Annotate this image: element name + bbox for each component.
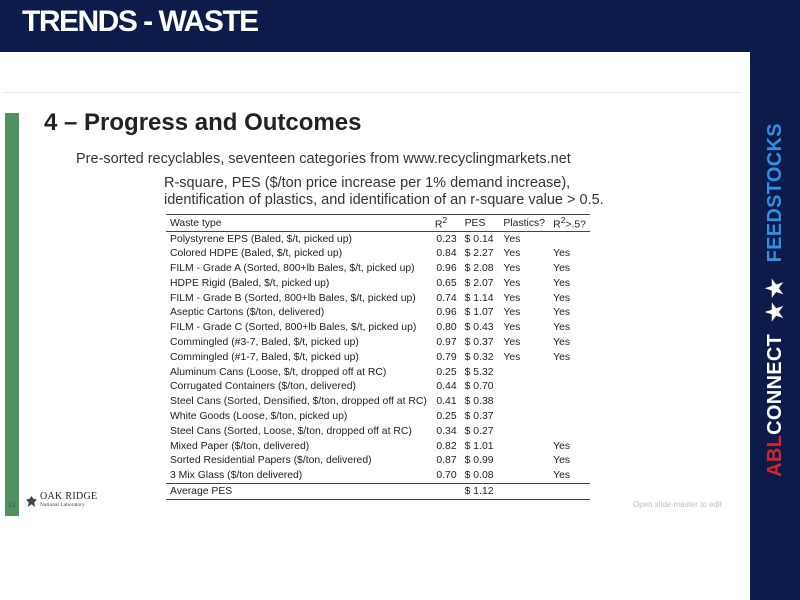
cell-waste-type: Sorted Residential Papers ($/ton, delivered) xyxy=(170,455,372,467)
footer-note: Open slide master to edit xyxy=(633,500,722,509)
cell-waste-type: Aseptic Cartons ($/ton, delivered) xyxy=(170,307,325,319)
cell-pes: $ 0.37 xyxy=(464,336,494,348)
table-row xyxy=(166,424,590,439)
cell-plastics: Yes xyxy=(503,262,521,274)
cell-r-square-threshold xyxy=(549,394,590,409)
cell-pes: $ 2.08 xyxy=(464,262,494,274)
cell-plastics xyxy=(499,424,549,439)
cell-r-square: 0.44 xyxy=(436,381,457,393)
cell-r-square-threshold xyxy=(549,379,590,394)
cell-r-square-threshold: Yes xyxy=(553,440,571,452)
cell-r-square: 0.96 xyxy=(436,307,457,319)
table-row xyxy=(166,453,590,468)
cell-r-square: 0.84 xyxy=(436,248,457,260)
table-row xyxy=(166,232,590,247)
cell-waste-type: Polystyrene EPS (Baled, $/t, picked up) xyxy=(170,233,352,245)
cell-r-square-threshold: Yes xyxy=(553,455,571,467)
cell-waste-type: FILM - Grade C (Sorted, 800+lb Bales, $/t, picked up) xyxy=(170,322,417,334)
table-row xyxy=(166,350,590,365)
cell-plastics: Yes xyxy=(503,248,521,260)
cell-waste-type: FILM - Grade B (Sorted, 800+lb Bales, $/t, picked up) xyxy=(170,292,416,304)
table-row xyxy=(166,365,590,380)
cell-plastics xyxy=(499,439,549,454)
side-brand-bar xyxy=(750,0,800,600)
cell-r-square: 0.25 xyxy=(436,366,457,378)
brand-abl: ABL xyxy=(763,434,786,477)
waste-table xyxy=(166,214,590,500)
cell-pes: $ 0.37 xyxy=(464,410,494,422)
cell-plastics: Yes xyxy=(503,233,521,245)
header-waste-type: Waste type xyxy=(166,215,431,232)
average-row xyxy=(166,483,590,499)
cell-r-square-threshold: Yes xyxy=(553,262,571,274)
cell-pes: $ 5.32 xyxy=(464,366,494,378)
table-row xyxy=(166,409,590,424)
slide-top-rule xyxy=(4,92,740,93)
cell-r-square: 0.65 xyxy=(436,277,457,289)
cell-pes: $ 0.14 xyxy=(464,233,494,245)
logo-line2: National Laboratory xyxy=(40,502,85,508)
header-bar xyxy=(0,0,750,52)
cell-r-square: 0.70 xyxy=(436,469,457,481)
cell-waste-type: Corrugated Containers ($/ton, delivered) xyxy=(170,381,356,393)
table-row xyxy=(166,379,590,394)
slide-description: R-square, PES ($/ton price increase per 1% demand increase), identification of plastics, and identification of an r-square value > 0.5. xyxy=(164,175,604,208)
cell-r-square-threshold xyxy=(549,365,590,380)
cell-waste-type: Aluminum Cans (Loose, $/t, dropped off at RC) xyxy=(170,366,387,378)
cell-plastics: Yes xyxy=(503,351,521,363)
cell-r-square: 0.23 xyxy=(436,233,457,245)
cell-waste-type: Colored HDPE (Baled, $/t, picked up) xyxy=(170,248,343,260)
cell-plastics: Yes xyxy=(503,292,521,304)
cell-plastics: Yes xyxy=(503,322,521,334)
cell-plastics xyxy=(499,394,549,409)
slide-heading: 4 – Progress and Outcomes xyxy=(44,109,362,136)
cell-r-square-threshold: Yes xyxy=(553,469,571,481)
ornl-logo xyxy=(26,492,97,510)
cell-pes: $ 0.38 xyxy=(464,396,494,408)
cell-pes: $ 0.43 xyxy=(464,322,494,334)
table-row xyxy=(166,276,590,291)
cell-r-square: 0.97 xyxy=(436,336,457,348)
average-pes: $ 1.12 xyxy=(461,483,500,499)
cell-waste-type: Steel Cans (Sorted, Densified, $/ton, dropped off at RC) xyxy=(170,396,427,408)
header-plastics: Plastics? xyxy=(499,215,549,232)
header-title: TRENDS - WASTE xyxy=(22,5,258,38)
table-row xyxy=(166,335,590,350)
cell-pes: $ 1.14 xyxy=(464,292,494,304)
average-r2-cell xyxy=(431,483,461,499)
cell-r-square: 0.25 xyxy=(436,410,457,422)
cell-waste-type: HDPE Rigid (Baled, $/t, picked up) xyxy=(170,277,330,289)
cell-waste-type: FILM - Grade A (Sorted, 800+lb Bales, $/t, picked up) xyxy=(170,262,415,274)
cell-plastics xyxy=(499,468,549,483)
cell-waste-type: Steel Cans (Sorted, Loose, $/ton, dropped off at RC) xyxy=(170,425,412,437)
table-header-row xyxy=(166,215,590,232)
cell-r-square: 0.87 xyxy=(436,455,457,467)
cell-plastics: Yes xyxy=(503,277,521,289)
table-row xyxy=(166,394,590,409)
cell-plastics xyxy=(499,379,549,394)
cell-r-square-threshold: Yes xyxy=(553,307,571,319)
oak-leaf-icon xyxy=(26,496,37,507)
cell-r-square: 0.74 xyxy=(436,292,457,304)
brand-wordmark xyxy=(762,123,788,477)
table-row xyxy=(166,261,590,276)
cell-r-square-threshold: Yes xyxy=(553,248,571,260)
cell-waste-type: 3 Mix Glass ($/ton delivered) xyxy=(170,469,303,481)
cell-r-square: 0.79 xyxy=(436,351,457,363)
header-pes: PES xyxy=(461,215,500,232)
cell-pes: $ 0.27 xyxy=(464,425,494,437)
slide-accent-bar xyxy=(5,113,19,516)
cell-r-square: 0.41 xyxy=(436,396,457,408)
cell-pes: $ 2.27 xyxy=(464,248,494,260)
cell-plastics: Yes xyxy=(503,307,521,319)
cell-pes: $ 0.32 xyxy=(464,351,494,363)
cell-pes: $ 0.99 xyxy=(464,455,494,467)
cell-plastics xyxy=(499,453,549,468)
average-label: Average PES xyxy=(166,483,431,499)
table-body xyxy=(166,232,590,484)
cell-r-square: 0.34 xyxy=(436,425,457,437)
table-row xyxy=(166,468,590,483)
table-row xyxy=(166,305,590,320)
cell-r-square-threshold: Yes xyxy=(553,351,571,363)
cell-r-square-threshold: Yes xyxy=(553,336,571,348)
cell-waste-type: White Goods (Loose, $/ton, picked up) xyxy=(170,410,348,422)
cell-plastics xyxy=(499,409,549,424)
table-row xyxy=(166,439,590,454)
cell-r-square-threshold xyxy=(549,409,590,424)
cell-r-square: 0.96 xyxy=(436,262,457,274)
cell-r-square-threshold xyxy=(549,232,590,247)
header-r-square-threshold: $R^2>.5$? xyxy=(549,215,590,232)
header-r-square: $R^2$ xyxy=(431,215,461,232)
cell-waste-type: Commingled (#1-7, Baled, $/t, picked up) xyxy=(170,351,359,363)
cell-waste-type: Commingled (#3-7, Baled, $/t, picked up) xyxy=(170,336,359,348)
table-row xyxy=(166,246,590,261)
cell-r-square-threshold xyxy=(549,424,590,439)
slide-subheading: Pre-sorted recyclables, seventeen categories from www.recyclingmarkets.net xyxy=(76,151,571,167)
table-row xyxy=(166,320,590,335)
average-plastics-cell xyxy=(499,483,549,499)
cell-plastics xyxy=(499,365,549,380)
average-r5-cell xyxy=(549,483,590,499)
cell-pes: $ 1.07 xyxy=(464,307,494,319)
cell-r-square-threshold: Yes xyxy=(553,292,571,304)
star-icon: ★★ xyxy=(762,274,787,322)
cell-pes: $ 0.08 xyxy=(464,469,494,481)
cell-waste-type: Mixed Paper ($/ton, delivered) xyxy=(170,440,310,452)
cell-r-square-threshold: Yes xyxy=(553,322,571,334)
cell-r-square: 0.82 xyxy=(436,440,457,452)
cell-pes: $ 2.07 xyxy=(464,277,494,289)
brand-connect: CONNECT xyxy=(763,333,786,435)
slide-number: 13 xyxy=(8,502,16,509)
cell-plastics: Yes xyxy=(503,336,521,348)
cell-r-square: 0.80 xyxy=(436,322,457,334)
cell-r-square-threshold: Yes xyxy=(553,277,571,289)
cell-pes: $ 0.70 xyxy=(464,381,494,393)
brand-feedstocks: FEEDSTOCKS xyxy=(763,123,786,263)
logo-line1: OAK RIDGE xyxy=(40,491,98,502)
cell-pes: $ 1.01 xyxy=(464,440,494,452)
table-row xyxy=(166,291,590,306)
